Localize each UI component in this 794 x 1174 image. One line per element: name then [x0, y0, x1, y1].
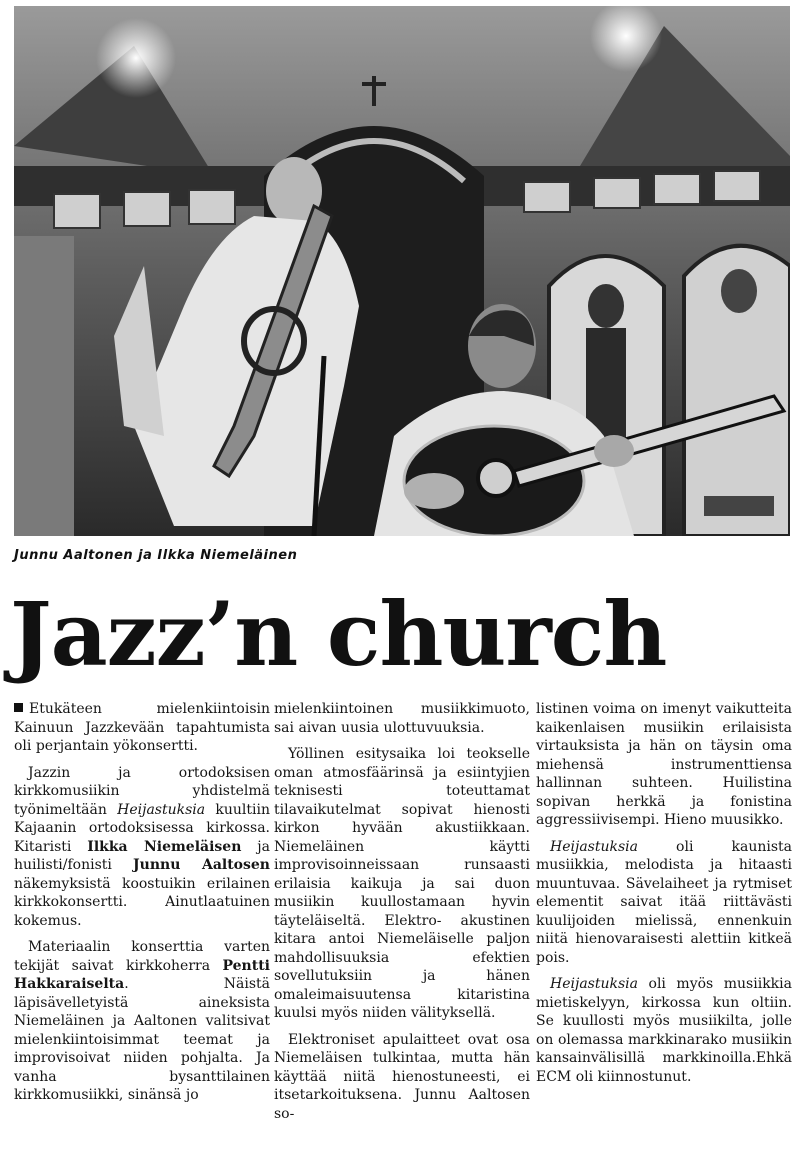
work-title: Heijastuksia: [117, 801, 206, 818]
article-column-1: [14, 700, 270, 1113]
paragraph: Elektroniset apulaitteet ovat osa Niemeläisen tulkintaa, mutta hän käyttää niitä hienostuneesti, ei itsetarkoituksena. Junnu Aaltosen so-: [274, 1031, 530, 1122]
article-column-2: [274, 700, 530, 1131]
bullet-square-icon: [14, 703, 23, 712]
ceiling-light: [96, 18, 176, 98]
paragraph: Heijastuksia oli myös musiikkia mietiskelyyn, kirkossa kun oltiin. Se kuullosti myös musiikilta, jolle on olemassa markkinarako musiikin kansainvälisillä markkinoilla.Ehkä ECM oli kiinnostunut.: [536, 976, 792, 1085]
paragraph: listinen voima on imenyt vaikutteita kaikenlaisen musiikin erilaisista virtauksista ja hän on täysin oma miehensä instrumenttiensa hallinnan suhteen. Huilistina sopivan herkkä ja fonistina aggressiivisempi. Hieno muusikko.: [536, 701, 792, 828]
concert-photo: [14, 6, 790, 536]
paragraph: Materiaalin konserttia varten tekijät saivat kirkkoherra Pentti Hakkaraiselta. Näistä läpisävelletyistä aineksista Niemeläinen ja Aaltonen valitsivat mielenkiintoisimmat teemat ja improvisoivat niiden pohjalta. Ja vanha bysanttilainen kirkkomusiikki, sinänsä jo: [14, 939, 270, 1103]
work-title: Heijastuksia: [550, 838, 638, 855]
paragraph: Heijastuksia oli kaunista musiikkia, melodista ja hitaasti muuntuvaa. Sävelaiheet ja rytmiset elementit saivat itää riittävästi kuulijoiden mielissä, ennenkuin niitä hienovaraisesti alettiin kitkeä pois.: [536, 838, 792, 966]
paragraph: mielenkiintoinen musiikkimuoto, sai aivan uusia ulottuvuuksia.: [274, 701, 530, 736]
headline: Jazz’n church: [10, 582, 667, 686]
work-title: Heijastuksia: [550, 976, 638, 992]
photo-illustration: [14, 6, 790, 536]
paragraph: Jazzin ja ortodoksisen kirkkomusiikin yhdistelmä työnimeltään Heijastuksia kuultiin Kajaanin ortodoksisessa kirkossa. Kitaristi Ilkka Niemeläisen ja huilisti/fonisti Junnu Aaltosen näkemyksistä koostuikin erilainen kirkkokonsertti. Ainutlaatuinen kokemus.: [14, 764, 270, 929]
article-column-3: [536, 700, 792, 1094]
paragraph: Yöllinen esitysaika loi teokselle oman atmosfäärinsä ja esiintyjien teknisesti toteuttamat tilavaikutelmat sopivat hienosti kirkon hyvään akustiikkaan. Niemeläinen käytti improvisoinneissaan runsaasti erilaisia kaikuja ja sai duon musiikin kuullostamaan hyvin täyteläiseltä. Elektro- akustinen kitara antoi Niemeläiselle paljon mahdollisuuksia efektien sovellutuksiin ja hänen omaleimaisuutensa kitaristina kuulsi myös niiden välityksellä.: [274, 746, 530, 1021]
person-name: Ilkka Niemeläisen: [87, 838, 242, 855]
person-name: Pentti Hakkaraiselta: [14, 957, 270, 992]
person-name: Junnu Aaltosen: [133, 857, 270, 873]
paragraph: Etukäteen mielenkiintoisin Kainuun Jazzkevään tapahtumista oli perjantain yökonsertti.: [14, 701, 270, 754]
photo-caption: Junnu Aaltonen ja Ilkka Niemeläinen: [14, 548, 298, 563]
article-body: [0, 700, 794, 1174]
